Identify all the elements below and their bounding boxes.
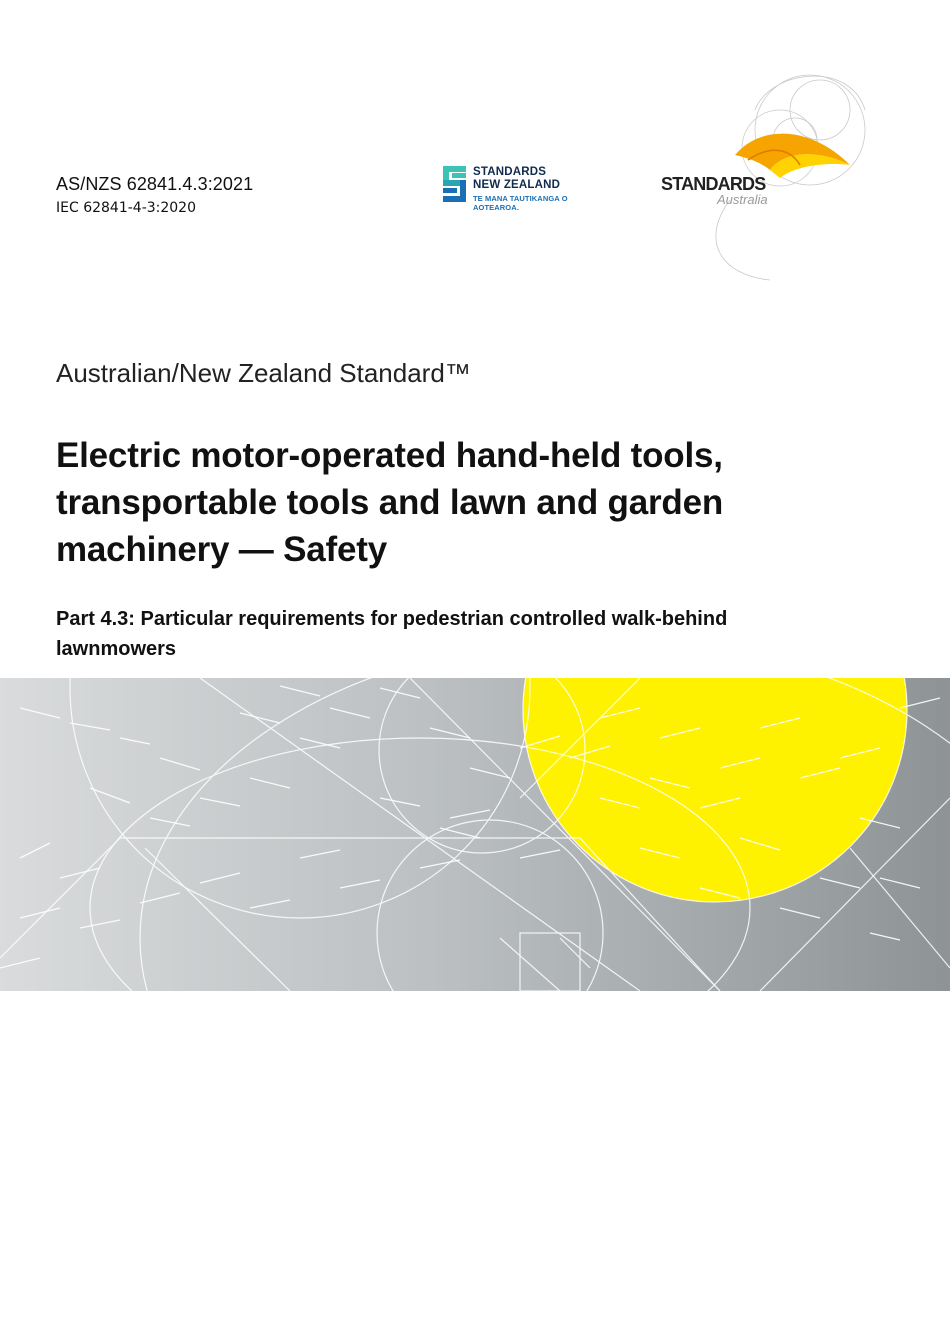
sa-sub-wordmark: Australia (717, 192, 768, 207)
document-number: AS/NZS 62841.4.3:2021 (56, 174, 254, 194)
snz-tagline: TE MANA TAUTIKANGA O AOTEAROA. (473, 194, 568, 212)
cover-banner-graphic (0, 678, 950, 991)
document-subtitle: Part 4.3: Particular requirements for pedestrian controlled walk-behind lawnmowers (56, 608, 728, 660)
snz-mark-icon (443, 166, 466, 202)
standards-new-zealand-logo (443, 166, 613, 212)
sa-wordmark: STANDARDS (661, 174, 766, 194)
iec-reference: IEC 62841-4-3:2020 (56, 200, 196, 216)
standards-australia-logo (660, 70, 880, 285)
snz-line-2: NEW ZEALAND (473, 179, 561, 191)
document-title: Electric motor-operated hand-held tools, transportable tools and lawn and garden machinery — Safety (56, 436, 724, 569)
snz-line-1: STANDARDS (473, 166, 547, 178)
standard-type-label: Australian/New Zealand Standard™ (56, 358, 471, 388)
